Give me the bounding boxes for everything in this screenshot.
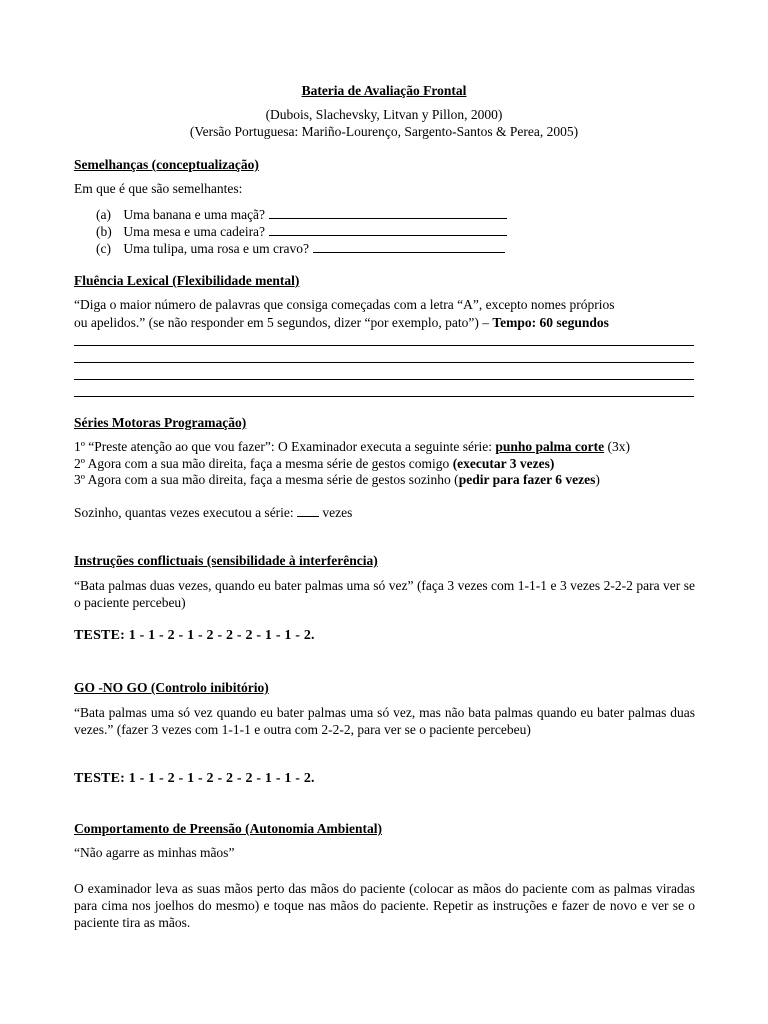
item-text: Uma mesa e uma cadeira? [123,224,266,239]
answer-blank[interactable] [313,240,505,253]
lexical-instruction-line2 [74,315,609,331]
similarities-prompt: Em que é que são semelhantes: [74,181,243,196]
motor-step-3 [74,472,600,488]
item-label: (c) [96,241,111,256]
motor-step-2 [74,456,554,472]
conflicting-test-sequence: TESTE: 1 - 1 - 2 - 1 - 2 - 2 - 2 - 1 - 1 - 2. [74,628,315,643]
answer-line[interactable] [74,379,694,380]
motor-step-text: 3º Agora com a sua mão direita, faça a mesma série de gestos sozinho ( [74,472,459,487]
count-unit: vezes [319,505,353,520]
gonogo-instruction: “Bata palmas uma só vez quando eu bater palmas uma só vez, mas não bata palmas quando eu bater palmas duas vezes.” (fazer 3 vezes com 1-1-1 e outra com 2-2-2, para ver se o paciente percebeu) [74,705,695,737]
motor-step-text: 2º Agora com a sua mão direita, faça a mesma série de gestos comigo [74,456,453,471]
motor-step-suffix: ) [595,472,600,487]
gonogo-heading: GO -NO GO (Controlo inibitório) [74,680,269,695]
lexical-heading: Fluência Lexical (Flexibilidade mental) [74,273,300,288]
count-blank[interactable] [297,504,319,517]
answer-line[interactable] [74,396,694,397]
version-citation: (Versão Portuguesa: Mariño-Lourenço, Sargento-Santos & Perea, 2005) [189,124,579,139]
item-label: (a) [96,207,111,222]
answer-line[interactable] [74,362,694,363]
similarities-heading: Semelhanças (conceptualização) [74,157,259,172]
item-label: (b) [96,224,112,239]
document-title: Bateria de Avaliação Frontal [301,83,467,98]
similarity-item-a [96,206,507,223]
motor-step-1 [74,439,630,455]
motor-heading: Séries Motoras Programação) [74,415,247,430]
grasp-paragraph: O examinador leva as suas mãos perto das mãos do paciente (colocar as mãos do paciente com as palmas viradas para cima nos joelhos do mesmo) e toque nas mãos do paciente. Repetir as instruções e fazer de novo e ver se o paciente tira as mãos. [74,881,695,930]
similarity-item-c [96,240,505,257]
answer-blank[interactable] [269,206,507,219]
grasp-heading: Comportamento de Preensão (Autonomia Ambiental) [74,821,382,836]
lexical-time-limit: Tempo: 60 segundos [492,315,609,330]
motor-series: punho palma corte [495,439,605,454]
motor-count-question [74,504,352,521]
item-text: Uma tulipa, uma rosa e um cravo? [123,241,309,256]
motor-step-emphasis: pedir para fazer 6 vezes [458,472,596,487]
conflicting-heading: Instruções conflictuais (sensibilidade à interferência) [74,553,378,568]
motor-step-suffix: (3x) [604,439,631,454]
item-text: Uma banana e uma maçã? [123,207,266,222]
authors-citation: (Dubois, Slachevsky, Litvan y Pillon, 2000) [265,107,503,122]
grasp-quote: “Não agarre as minhas mãos” [74,845,235,860]
gonogo-test-sequence: TESTE: 1 - 1 - 2 - 1 - 2 - 2 - 2 - 1 - 1 - 2. [74,771,315,786]
count-question-text: Sozinho, quantas vezes executou a série: [74,505,298,520]
lexical-instruction-line1: “Diga o maior número de palavras que consiga começadas com a letra “A”, excepto nomes próprios [74,297,615,312]
conflicting-instruction: “Bata palmas duas vezes, quando eu bater palmas uma só vez” (faça 3 vezes com 1-1-1 e 3 vezes 2-2-2 para ver se o paciente percebeu) [74,578,695,610]
motor-step-emphasis: (executar 3 vezes) [452,456,555,471]
similarity-item-b [96,223,507,240]
answer-blank[interactable] [269,223,507,236]
motor-step-text: 1º “Preste atenção ao que vou fazer”: O Examinador executa a seguinte série: [74,439,496,454]
lexical-instruction-text: ou apelidos.” (se não responder em 5 segundos, dizer “por exemplo, pato”) – [74,315,493,330]
answer-line[interactable] [74,345,694,346]
